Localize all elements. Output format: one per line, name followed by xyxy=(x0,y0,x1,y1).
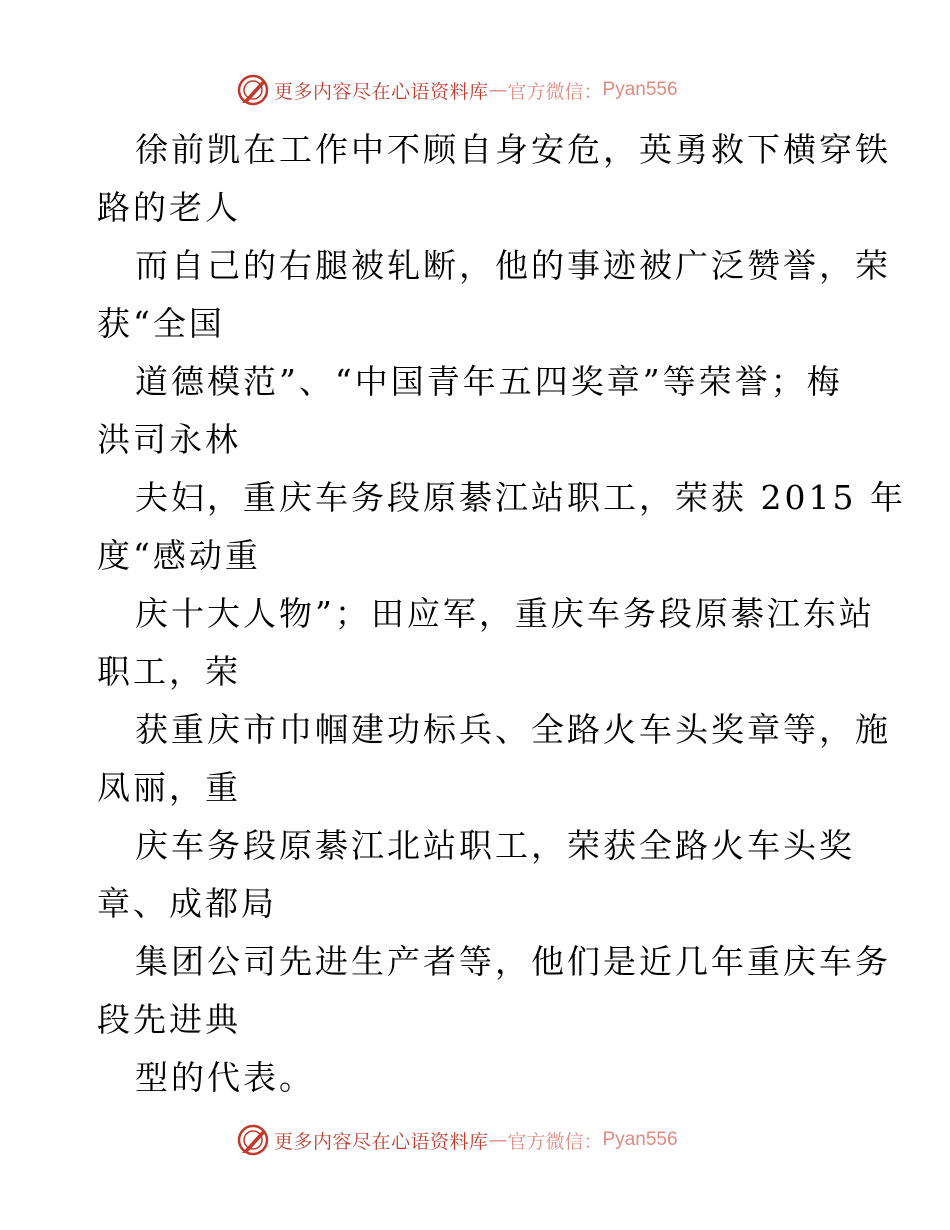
watermark-dash: — xyxy=(488,79,508,101)
watermark-wechat-label: 官方微信： xyxy=(507,80,603,103)
text-line: 庆十大人物”；田应军，重庆车务段原綦江东站 xyxy=(135,594,875,633)
text-line: 而自己的右腿被轧断，他的事迹被广泛赞誉，荣 xyxy=(135,246,891,285)
feather-logo-icon xyxy=(236,73,270,107)
text-line: 洪司永林 xyxy=(97,420,241,459)
text-line: 凤丽，重 xyxy=(97,768,241,807)
document-body xyxy=(97,121,906,1107)
watermark-site-text: 更多内容尽在心语资料库 xyxy=(274,80,489,103)
watermark-wechat-id: Pyan556 xyxy=(602,1129,678,1150)
watermark-wechat-id: Pyan556 xyxy=(602,79,678,100)
text-line: 夫妇，重庆车务段原綦江站职工，荣获 2015 年 xyxy=(135,478,906,517)
header-watermark xyxy=(236,72,678,108)
watermark-wechat-label: 官方微信： xyxy=(507,1130,603,1153)
feather-logo-icon xyxy=(236,1123,270,1157)
text-line: 徐前凯在工作中不顾自身安危，英勇救下横穿铁 xyxy=(135,130,891,169)
text-line: 职工，荣 xyxy=(97,652,241,691)
footer-watermark xyxy=(236,1122,678,1158)
text-line: 段先进典 xyxy=(97,1000,241,1039)
text-line: 获“全国 xyxy=(97,304,225,343)
text-line: 庆车务段原綦江北站职工，荣获全路火车头奖 xyxy=(135,826,855,865)
text-line: 章、成都局 xyxy=(97,884,277,923)
text-line: 道德模范”、“中国青年五四奖章”等荣誉；梅 xyxy=(135,362,843,401)
text-line: 路的老人 xyxy=(97,188,241,227)
text-line: 获重庆市巾帼建功标兵、全路火车头奖章等，施 xyxy=(135,710,891,749)
watermark-dash: — xyxy=(488,1129,508,1151)
text-line: 度“感动重 xyxy=(97,536,261,575)
watermark-site-text: 更多内容尽在心语资料库 xyxy=(274,1130,489,1153)
text-line: 型的代表。 xyxy=(135,1058,315,1097)
text-line: 集团公司先进生产者等，他们是近几年重庆车务 xyxy=(135,942,891,981)
